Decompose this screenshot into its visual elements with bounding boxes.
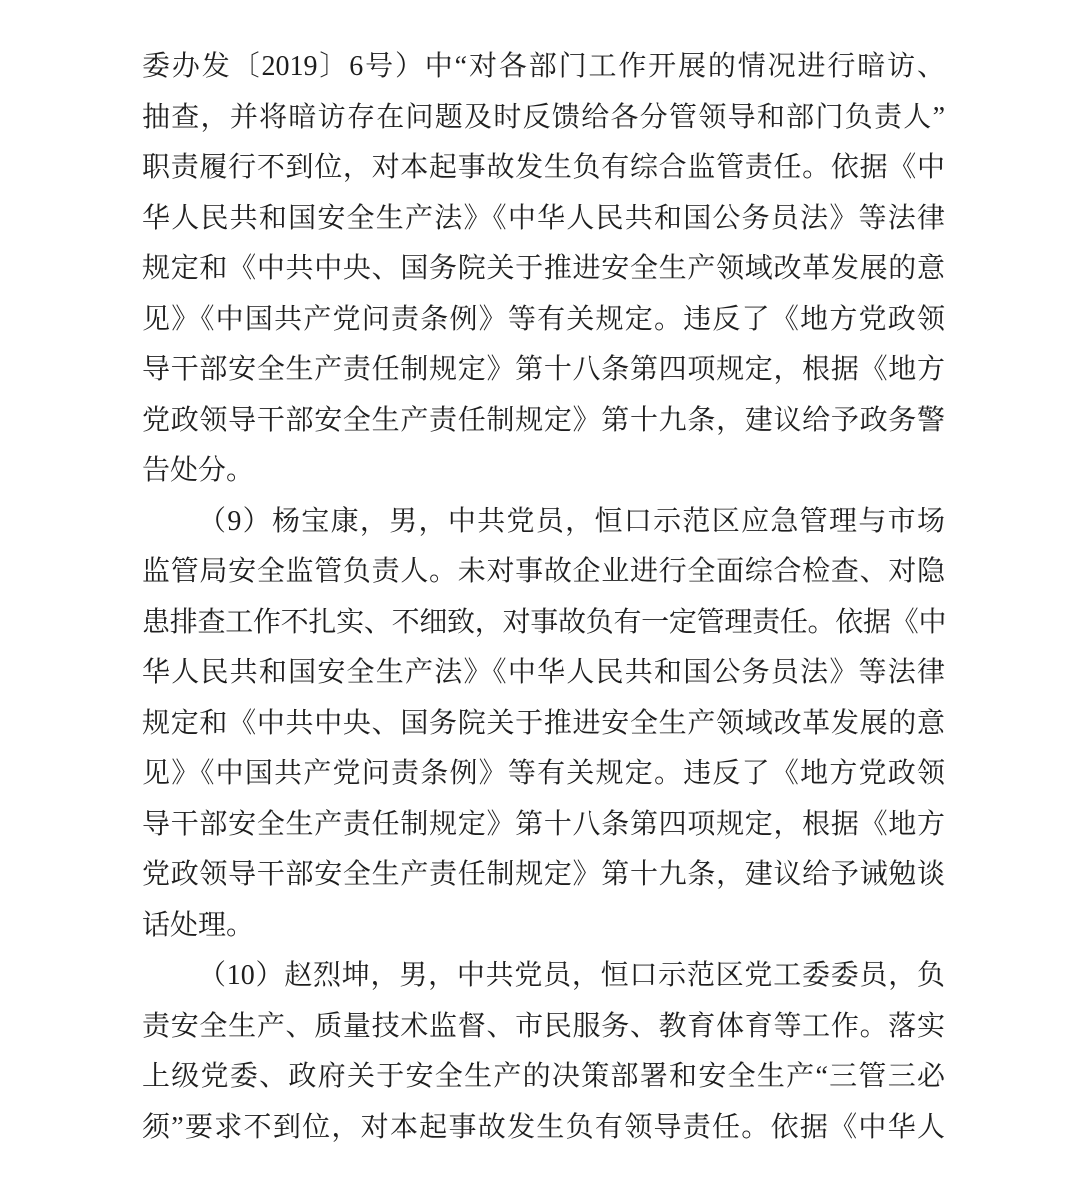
text-line-14: 规定和《中共中央、国务院关于推进安全生产领域改革发展的意 <box>142 707 945 739</box>
text-line-9: 告处分。 <box>142 455 255 486</box>
text-line-4: 华人民共和国安全生产法》《中华人民共和国公务员法》等法律 <box>142 202 945 234</box>
text-line-16: 导干部安全生产责任制规定》第十八条第四项规定，根据《地方 <box>142 808 945 840</box>
text-line-5: 规定和《中共中央、国务院关于推进安全生产领域改革发展的意 <box>142 253 945 284</box>
text-line-18: 话处理。 <box>142 909 255 941</box>
text-line-10-item-9-start: （9）杨宝康，男，中共党员，恒口示范区应急管理与市场 <box>198 505 945 537</box>
text-line-11: 监管局安全监管负责人。未对事故企业进行全面综合检查、对隐 <box>142 556 945 587</box>
text-line-20: 责安全生产、质量技术监督、市民服务、教育体育等工作。落实 <box>142 1010 945 1042</box>
text-line-7: 导干部安全生产责任制规定》第十八条第四项规定，根据《地方 <box>142 354 945 385</box>
text-line-8: 党政领导干部安全生产责任制规定》第十九条，建议给予政务警 <box>142 404 945 436</box>
text-line-6: 见》《中国共产党问责条例》等有关规定。违反了《地方党政领 <box>142 303 945 335</box>
text-line-2: 抽查，并将暗访存在问题及时反馈给各分管领导和部门负责人” <box>142 101 945 133</box>
text-line-17: 党政领导干部安全生产责任制规定》第十九条，建议给予诫勉谈 <box>142 859 945 890</box>
text-line-19-item-10-start: （10）赵烈坤，男，中共党员，恒口示范区党工委委员，负 <box>198 960 945 991</box>
document-text-block <box>142 42 945 1153</box>
text-line-15: 见》《中国共产党问责条例》等有关规定。违反了《地方党政领 <box>142 758 945 789</box>
text-line-21: 上级党委、政府关于安全生产的决策部署和安全生产“三管三必 <box>142 1061 945 1092</box>
text-line-1: 委办发〔2019〕6号）中“对各部门工作开展的情况进行暗访、 <box>142 51 945 82</box>
text-line-22: 须”要求不到位，对本起事故发生负有领导责任。依据《中华人 <box>142 1111 945 1143</box>
text-line-3: 职责履行不到位，对本起事故发生负有综合监管责任。依据《中 <box>142 152 945 183</box>
text-line-12: 患排查工作不扎实、不细致，对事故负有一定管理责任。依据《中 <box>142 606 945 638</box>
text-line-13: 华人民共和国安全生产法》《中华人民共和国公务员法》等法律 <box>142 657 945 688</box>
